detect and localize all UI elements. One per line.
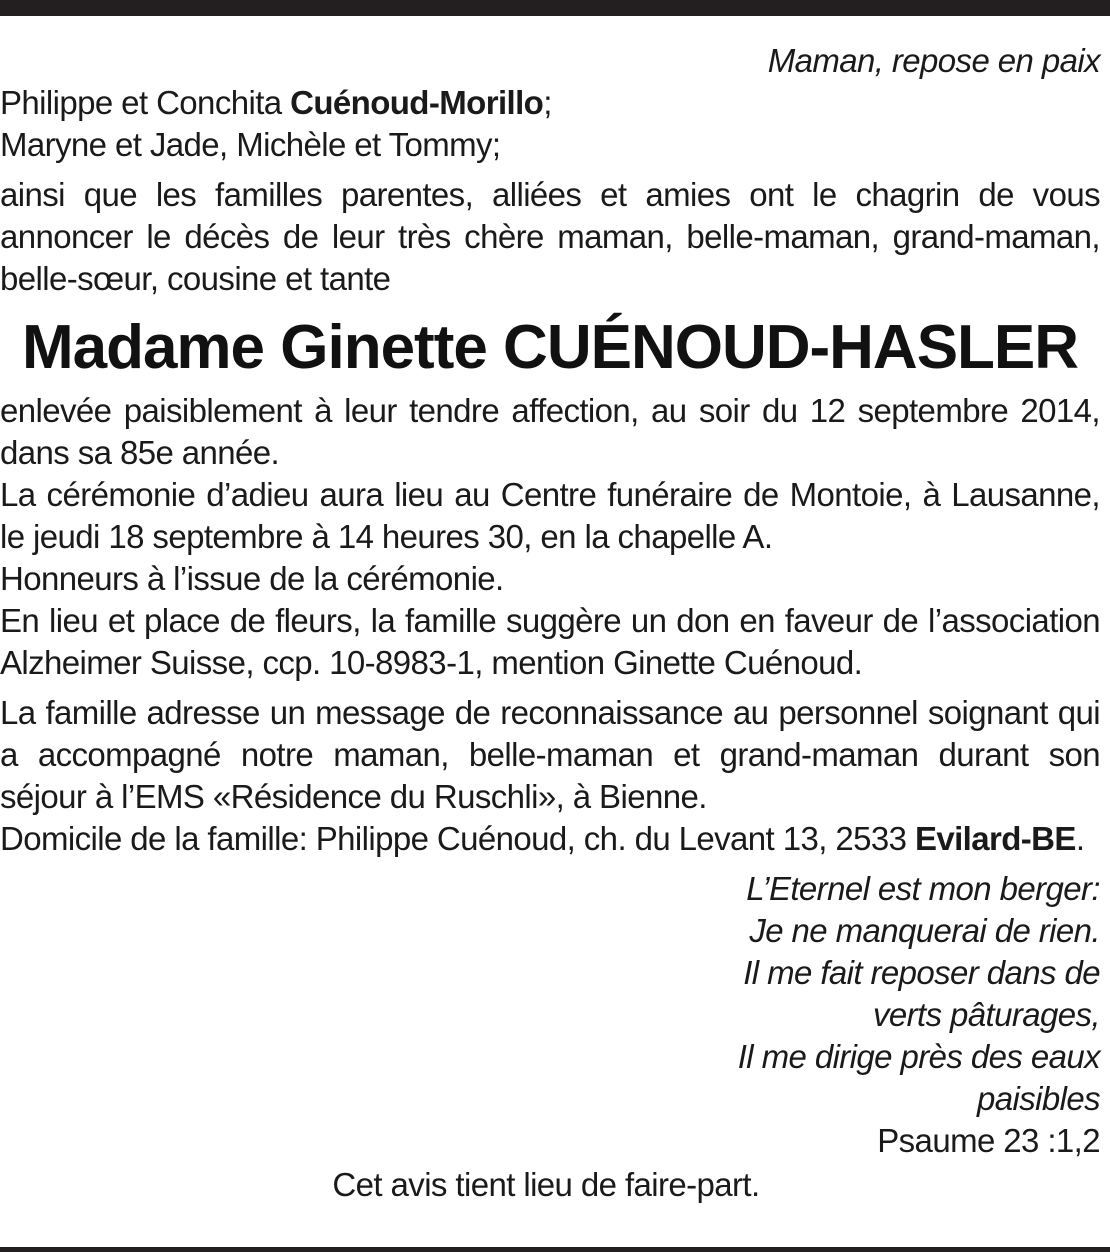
psalm-line: paisibles [976,1080,1100,1117]
announcement-text: ainsi que les familles parentes, alliées et amies ont le chagrin de vous annoncer le décès de leur très chère maman, belle-maman, grand-maman, belle-sœur, cousine et tante [0,176,1100,297]
family-line-1-suffix: ; [543,84,552,121]
deceased-name: Madame Ginette CUÉNOUD-HASLER [21,313,1079,382]
family-line-2: Maryne et Jade, Michèle et Tommy; [0,126,501,163]
honneurs-text: Honneurs à l’issue de la cérémonie. [0,560,504,597]
family-block [0,82,1100,166]
domicile-prefix: Domicile de la famille: Philippe Cuénoud, ch. du Levant 13, 2533 [0,820,915,857]
family-line-1-prefix: Philippe et Conchita [0,84,291,121]
family-line-1 [0,82,1100,124]
obituary-notice [0,40,1100,1206]
psalm-line: verts pâturages, [872,996,1100,1033]
top-rule [0,0,1110,16]
donation-text: En lieu et place de fleurs, la famille suggère un don en faveur de l’association Alzheimer Suisse, ccp. 10-8983-1, mention Ginette Cuénoud. [0,602,1100,681]
thanks-text: La famille adresse un message de reconnaissance au personnel soignant qui a accompagné notre maman, belle-maman et grand-maman durant son séjour à l’EMS «Résidence du Ruschli», à Bienne. [0,694,1100,815]
psalm-line: L’Eternel est mon berger: [746,870,1100,907]
domicile-suffix: . [1075,820,1085,857]
epigraph: Maman, repose en paix [767,42,1100,79]
footer-note: Cet avis tient lieu de faire-part. [332,1166,760,1203]
psalm-line: Il me dirige près des eaux [737,1038,1100,1075]
domicile-line [0,818,1100,860]
psalm-line: Il me fait reposer dans de [743,954,1100,991]
psalm-quote [0,868,1100,1162]
ceremony-text: La cérémonie d’adieu aura lieu au Centre funéraire de Montoie, à Lausanne, le jeudi 18 septembre à 14 heures 30, en la chapelle A. [0,476,1100,555]
psalm-reference: Psaume 23 :1,2 [877,1122,1100,1159]
domicile-town: Evilard-BE [914,820,1076,857]
psalm-line: Je ne manquerai de rien. [749,912,1100,949]
family-surname: Cuénoud-Morillo [290,84,544,121]
bottom-rule [0,1247,1110,1252]
passing-text: enlevée paisiblement à leur tendre affection, au soir du 12 septembre 2014, dans sa 85e année. [0,392,1100,471]
